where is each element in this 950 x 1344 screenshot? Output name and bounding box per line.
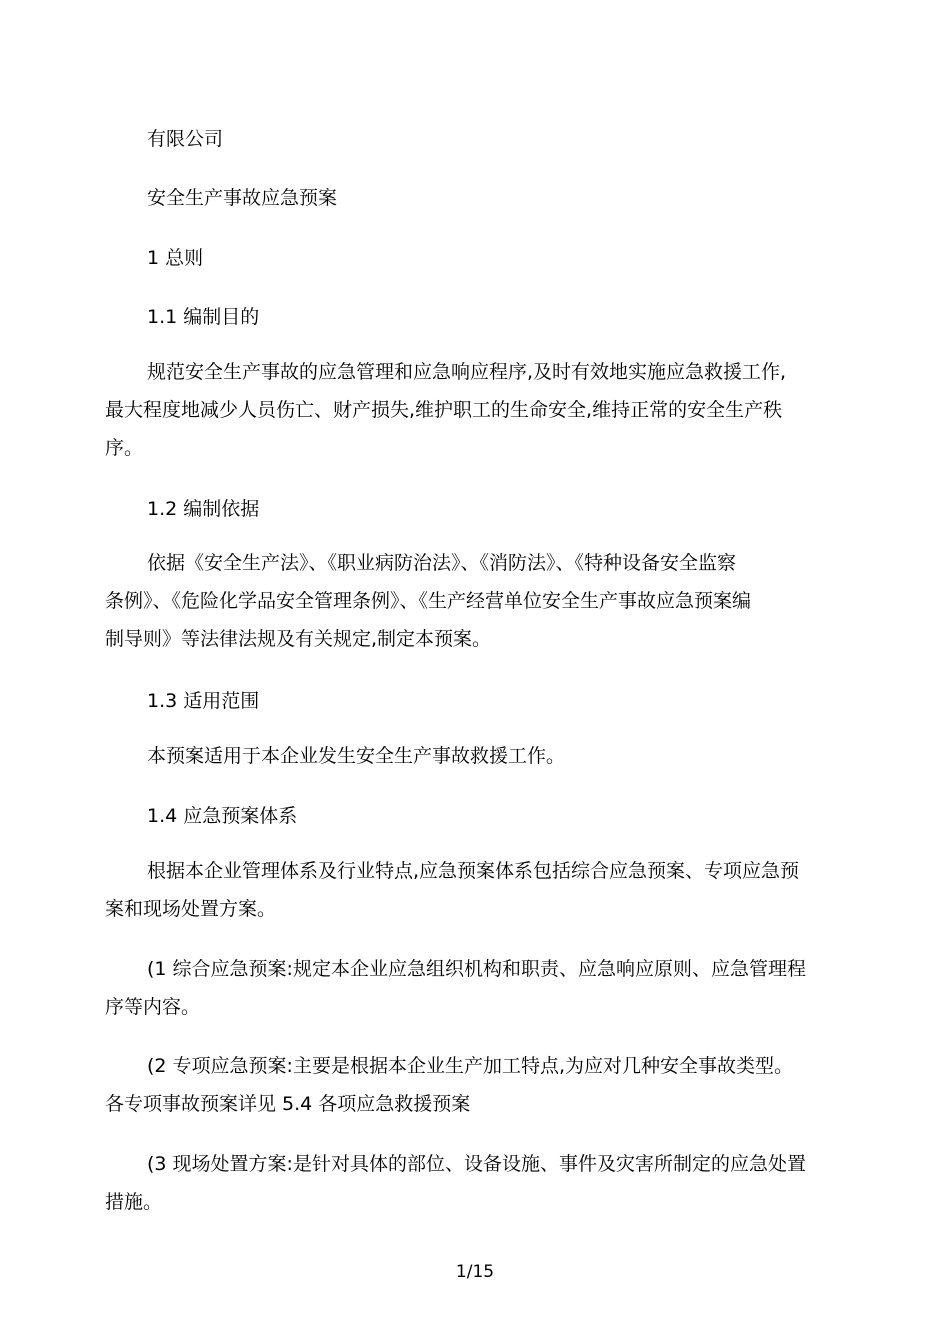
section-1-4-item-3 [105, 1145, 845, 1221]
paragraph-line: 条例》、《危险化学品安全管理条例》、《生产经营单位安全生产事故应急预案编 [105, 590, 752, 612]
paragraph-line: 最大程度地减少人员伤亡、财产损失,维护职工的生命安全,维持正常的安全生产秩 [105, 399, 783, 421]
paragraph-line: 制导则》等法律法规及有关规定,制定本预案。 [105, 628, 492, 650]
paragraph-line: 根据本企业管理体系及行业特点,应急预案体系包括综合应急预案、专项应急预 [147, 860, 800, 882]
section-1-1-heading: 1.1 编制目的 [147, 306, 260, 328]
paragraph-line: (1 综合应急预案:规定本企业应急组织机构和职责、应急响应原则、应急管理程 [147, 958, 806, 980]
section-1-4-intro [105, 852, 845, 928]
paragraph-line: 措施。 [105, 1191, 163, 1213]
section-1-3-paragraph [105, 737, 845, 775]
paragraph-line: (2 专项应急预案:主要是根据本企业生产加工特点,为应对几种安全事故类型。 [147, 1055, 793, 1077]
section-1-heading: 1 总则 [147, 247, 204, 269]
section-1-4-heading: 1.4 应急预案体系 [147, 805, 298, 827]
section-1-2-paragraph [105, 544, 845, 658]
paragraph-line: 依据《安全生产法》、《职业病防治法》、《消防法》、《特种设备安全监察 [147, 552, 737, 574]
document-title: 安全生产事故应急预案 [147, 187, 338, 209]
section-1-4-item-1 [105, 950, 845, 1026]
paragraph-line: 序等内容。 [105, 996, 201, 1018]
company-name: 有限公司 [147, 128, 224, 150]
page-number: 1/15 [455, 1262, 495, 1282]
paragraph-line: 序。 [105, 437, 144, 459]
paragraph-line: 各专项事故预案详见 5.4 各项应急救援预案 [105, 1093, 471, 1115]
section-1-2-heading: 1.2 编制依据 [147, 498, 260, 520]
paragraph-line: 本预案适用于本企业发生安全生产事故救援工作。 [147, 745, 566, 767]
paragraph-line: 规范安全生产事故的应急管理和应急响应程序,及时有效地实施应急救援工作, [147, 361, 787, 383]
paragraph-line: 案和现场处置方案。 [105, 898, 277, 920]
paragraph-line: (3 现场处置方案:是针对具体的部位、设备设施、事件及灾害所制定的应急处置 [147, 1153, 806, 1175]
section-1-4-item-2 [105, 1047, 845, 1123]
section-1-1-paragraph [105, 353, 845, 467]
section-1-3-heading: 1.3 适用范围 [147, 690, 260, 712]
